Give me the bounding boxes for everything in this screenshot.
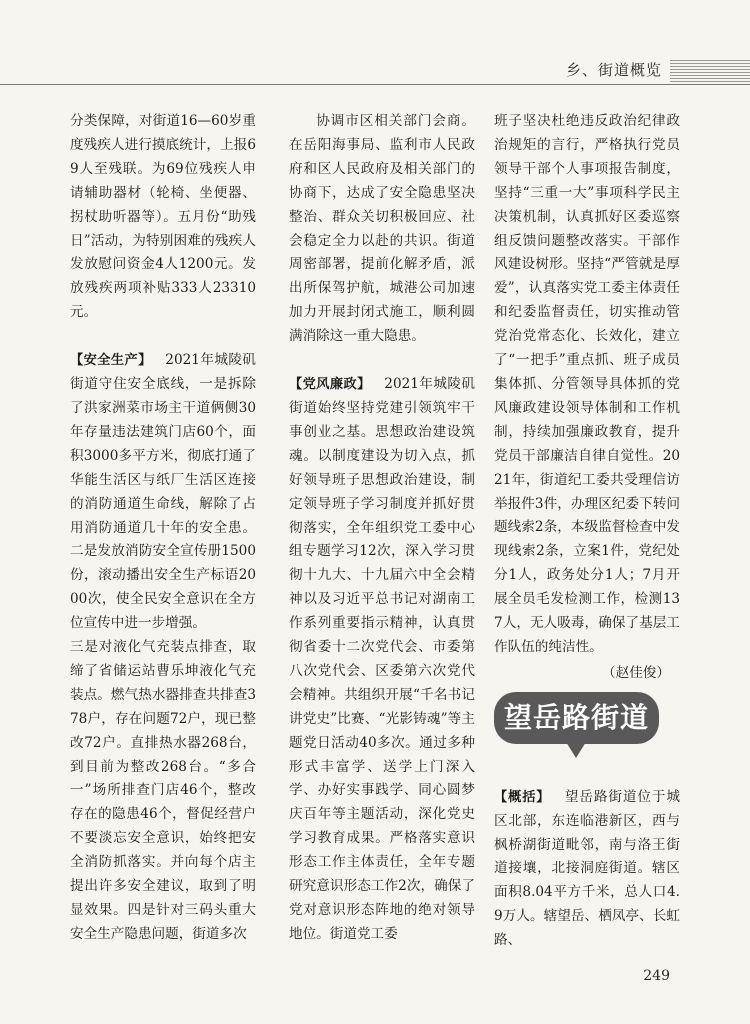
section-tag-overview: 【概括】 <box>494 789 551 805</box>
paragraph: 三是对液化气充装点排查，取缔了省储运站曹乐坤液化气充装点。燃气热水器排查共排查378户，存在问题72户，现已整改72户。直排热水器268台，到目前为整改268台。“多合一”场所排查门店46个，整改存在的隐患46个，督促经营户不要淡忘安全意识，始终把安全消防抓落实。并向每个店主提出许多安全建议，取到了明显效果。四是针对三码头重大安全生产隐患问题，街道多次 <box>70 639 256 942</box>
text-column-3 <box>494 110 680 953</box>
running-header-title: 乡、街道概览 <box>565 61 662 79</box>
header-rule <box>0 84 750 85</box>
page-number: 249 <box>643 968 670 984</box>
section-tag-party: 【党风廉政】 <box>289 377 371 393</box>
text-column-1 <box>70 110 256 947</box>
section-heading-bubble <box>494 692 680 764</box>
section-tag-safety: 【安全生产】 <box>70 353 152 369</box>
header-decorative-lines <box>670 60 750 82</box>
paragraph: 分类保障，对街道16—60岁重度残疾人进行摸底统计，上报69人至残联。为69位残疾人申请辅助器材（轮椅、坐便器、拐杖助听器等）。五月份“助残日”活动，为特别困难的残疾人发放慰问资金4人1200元。发放残疾两项补贴333人23310元。 <box>70 113 256 321</box>
paragraph-overview-text: 望岳路街道位于城区北部，东连临港新区，西与枫桥湖街道毗邻，南与洛王街道接壤，北接洞庭街道。辖区面积8.04平方千米，总人口4.9万人。辖望岳、栖凤亭、长虹路、 <box>494 788 681 949</box>
text-column-2 <box>289 110 475 947</box>
author-credit: （赵佳俊） <box>602 664 670 681</box>
paragraph: 协调市区相关部门会商。在岳阳海事局、监利市人民政府和区人民政府及相关部门的协商下，达成了安全隐患坚决整治、群众关切积极回应、社会稳定全力以赴的共识。街道周密部署，提前化解矛盾，派出所保驾护航，城港公司加速加力开展封闭式施工，顺利圆满消除这一重大隐患。 <box>289 113 475 345</box>
paragraph-party-text: 2021年城陵矶街道始终坚持党建引领筑牢干事创业之基。思想政治建设筑魂。以制度建设为切入点，抓好领导班子思想政治建设，制定领导班子学习制度并抓好贯彻落实，全年组织党工委中心组专题学习12次，深入学习贯彻十九大、十九届六中全会精神以及习近平总书记对湖南工作系列重要指示精神，认真贯彻省委十二次党代会、市委第八次党代会、区委第六次党代会精神。共组织开展“千名书记讲党史”比赛、“光影铸魂”等主题党日活动40多次。通过多种形式丰富学、送学上门深入学、办好实事践学、同心圆梦庆百年等主题活动，深化党史学习教育成果。严格落实意识形态工作主体责任，全年专题研究意识形态工作2次，确保了党对意识形态阵地的绝对领导地位。街道党工委 <box>289 376 475 942</box>
section-heading: 望岳路街道 <box>494 692 659 744</box>
bubble-tail <box>566 742 586 758</box>
paragraph-overview <box>494 786 680 953</box>
paragraph-party <box>289 373 475 947</box>
paragraph-safety <box>70 349 256 636</box>
paragraph-safety-text: 2021年城陵矶街道守住安全底线，一是拆除了洪家洲菜市场主干道俩侧30年存量违法建筑门店60个，面积3000多平方米，彻底打通了华能生活区与纸厂生活区连接的消防通道生命线，解除了占用消防通道几十年的安全患。二是发放消防安全宣传册1500份，滚动播出安全生产标语2000次，使全民安全意识在全方位宣传中进一步增强。 <box>70 352 256 632</box>
page-header <box>0 56 750 86</box>
paragraph: 班子坚决杜绝违反政治纪律政治规矩的言行，严格执行党员领导干部个人事项报告制度，坚持“三重一大”事项科学民主决策机制，认真抓好区委巡察组反馈问题整改落实。干部作风建设树形。坚持“严管就是厚爱”，认真落实党工委主体责任和纪委监督责任，切实推动管党治党常态化、长效化，建立了“一把手”重点抓、班子成员集体抓、分管领导具体抓的党风廉政建设领导体制和工作机制，持续加强廉政教育，提升党员干部廉洁自律自觉性。2021年，街道纪工委共受理信访举报件3件，办理区纪委下转问题线索2条，本级监督检查中发现线索2条，立案1件，党纪处分1人，政务处分1人；7月开展全员毛发检测工作，检测137人，无人吸毒，确保了基层工作队伍的纯洁性。 <box>494 113 680 655</box>
